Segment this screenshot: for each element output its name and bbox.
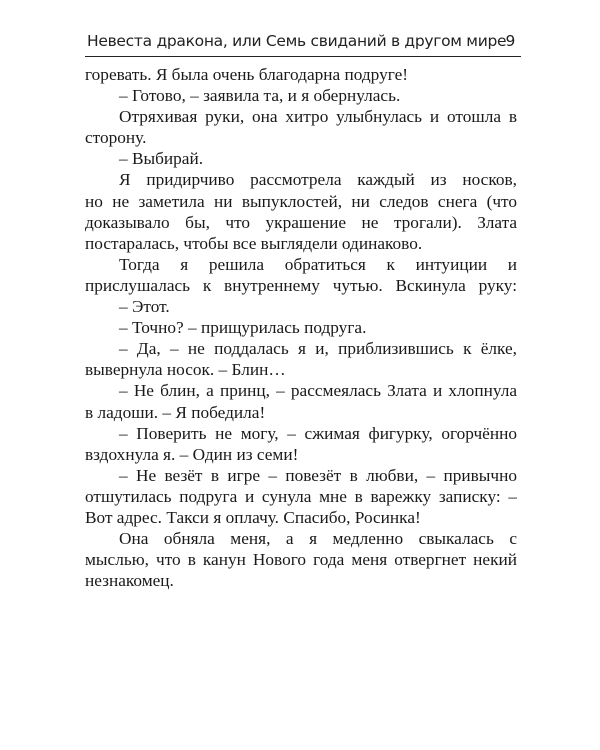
text-line: сторону. (85, 128, 147, 148)
text-line: Я придирчиво рассмотрела каждый из носков, (119, 170, 517, 190)
text-line: отшутилась подруга и сунула мне в варежку записку: – (85, 486, 517, 506)
text-line: – Этот. (119, 297, 170, 317)
running-header (85, 32, 521, 57)
text-line: Отряхивая руки, она хитро улыбнулась и отошла в (119, 107, 517, 127)
text-line: Тогда я решила обратиться к интуиции и (119, 254, 517, 274)
text-line: – Не блин, а принц, – рассмеялась Злата и хлопнула (119, 381, 517, 401)
text-line: вывернула носок. – Блин… (85, 360, 286, 380)
text-line: прислушалась к внутреннему чутью. Вскинула руку: (85, 275, 517, 295)
page-number: 9 (505, 32, 515, 50)
text-line: – Не везёт в игре – повезёт в любви, – привычно (119, 465, 517, 485)
text-line: – Выбирай. (119, 149, 204, 169)
text-line: – Точно? – прищурилась подруга. (119, 318, 367, 338)
body-text (85, 64, 517, 591)
text-line: но не заметила ни выпуклостей, ни следов снега (что (85, 191, 517, 211)
text-line: постаралась, чтобы все выглядели одинаково. (85, 233, 423, 253)
text-line: Вот адрес. Такси я оплачу. Спасибо, Росинка! (85, 507, 421, 527)
text-line: мыслью, что в канун Нового года меня отвергнет некий (85, 550, 517, 570)
text-line: незнакомец. (85, 571, 174, 591)
text-line: горевать. Я была очень благодарна подруге! (85, 65, 409, 84)
text-line: – Да, – не поддалась я и, приблизившись к ёлке, (119, 339, 517, 359)
text-line: – Поверить не могу, – сжимая фигурку, огорчённо (119, 423, 517, 443)
text-line: – Готово, – заявила та, и я обернулась. (119, 86, 401, 106)
text-line: в ладоши. – Я победила! (85, 402, 266, 422)
text-line: доказывало бы, что украшение не трогали). Злата (85, 212, 517, 232)
text-line: вздохнула я. – Один из семи! (85, 444, 299, 464)
text-line: Она обняла меня, а я медленно свыкалась с (119, 529, 517, 549)
book-title: Невеста дракона, или Семь свиданий в другом мире (87, 32, 507, 50)
